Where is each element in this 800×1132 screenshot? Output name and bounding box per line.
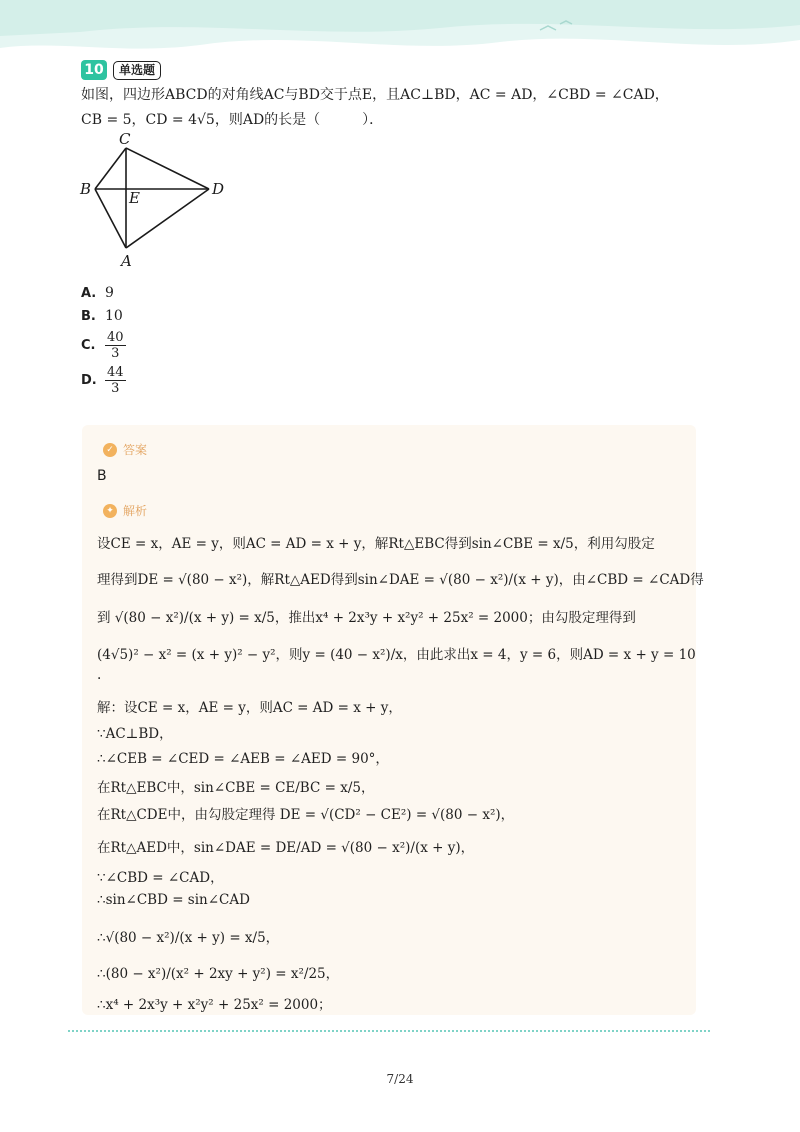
analysis-line: 解：设CE = x，AE = y，则AC = AD = x + y， xyxy=(97,700,402,716)
question-type-badge: 单选题 xyxy=(113,61,161,80)
edge-ab xyxy=(95,189,126,248)
label-a: A xyxy=(121,252,132,270)
denominator: 3 xyxy=(111,381,120,396)
edge-cd xyxy=(126,148,209,189)
page-number: 7/24 xyxy=(386,1072,414,1086)
quadrilateral-figure xyxy=(78,130,238,270)
analysis-line: ∴x⁴ + 2x³y + x²y² + 25x² = 2000； xyxy=(97,997,332,1013)
option-fraction xyxy=(105,365,126,396)
question-stem-line-1: 如图，四边形ABCD的对角线AC与BD交于点E，且AC⊥BD，AC = AD，∠CBD = ∠CAD， xyxy=(81,87,669,103)
option-text: 9 xyxy=(105,285,114,301)
analysis-tag xyxy=(103,502,147,519)
option-c[interactable] xyxy=(81,330,126,361)
analysis-line: (4√5)² − x² = (x + y)² − y²，则y = (40 − x²)/x，由此求出x = 4，y = 6，则AD = x + y = 10 xyxy=(97,647,696,663)
question-stem-line-2: CB = 5，CD = 4√5，则AD的长是（ ）． xyxy=(81,112,384,128)
option-letter: A. xyxy=(81,285,97,301)
option-text: 10 xyxy=(105,308,123,324)
analysis-line: 在Rt△CDE中，由勾股定理得 DE = √(CD² − CE²) = √(80 − x²)， xyxy=(97,807,515,823)
analysis-line: ∵AC⊥BD， xyxy=(97,726,173,742)
option-letter: C. xyxy=(81,338,96,353)
option-letter: B. xyxy=(81,308,96,324)
answer-value: B xyxy=(97,468,107,484)
analysis-line: 在Rt△EBC中，sin∠CBE = CE/BC = x/5， xyxy=(97,780,375,796)
label-d: D xyxy=(212,180,225,198)
denominator: 3 xyxy=(111,346,120,361)
option-fraction xyxy=(105,330,126,361)
analysis-line: ∴√(80 − x²)/(x + y) = x/5， xyxy=(97,930,280,946)
analysis-line: ∴(80 − x²)/(x² + 2xy + y²) = x²/25， xyxy=(97,966,340,982)
analysis-line: . xyxy=(97,667,102,683)
option-b[interactable] xyxy=(81,308,123,324)
analysis-line: 在Rt△AED中，sin∠DAE = DE/AD = √(80 − x²)/(x + y)， xyxy=(97,840,475,856)
analysis-line: ∵∠CBD = ∠CAD， xyxy=(97,870,224,886)
option-letter: D. xyxy=(81,373,97,388)
label-e: E xyxy=(129,189,140,207)
analysis-line: 理得到DE = √(80 − x²)，解Rt△AED得到sin∠DAE = √(80 − x²)/(x + y)，由∠CBD = ∠CAD得 xyxy=(97,572,704,588)
numerator: 44 xyxy=(107,365,124,380)
edge-bc xyxy=(95,148,126,189)
lightbulb-icon: ✦ xyxy=(103,504,117,518)
answer-tag xyxy=(103,441,147,458)
option-d[interactable] xyxy=(81,365,126,396)
numerator: 40 xyxy=(107,330,124,345)
option-a[interactable] xyxy=(81,285,114,301)
answer-label: 答案 xyxy=(123,443,148,457)
analysis-line: 到 √(80 − x²)/(x + y) = x/5，推出x⁴ + 2x³y + x²y² + 25x² = 2000；由勾股定理得到 xyxy=(97,610,636,626)
analysis-label: 解析 xyxy=(123,504,148,518)
question-number: 10 xyxy=(81,60,107,80)
label-c: C xyxy=(119,130,131,148)
label-b: B xyxy=(80,180,92,198)
analysis-line: 设CE = x，AE = y，则AC = AD = x + y，解Rt△EBC得到sin∠CBE = x/5，利用勾股定 xyxy=(97,536,655,552)
question-header xyxy=(81,60,161,80)
analysis-line: ∴sin∠CBD = sin∠CAD xyxy=(97,892,250,908)
check-icon: ✓ xyxy=(103,443,117,457)
analysis-line: ∴∠CEB = ∠CED = ∠AEB = ∠AED = 90°， xyxy=(97,751,389,767)
dotted-divider xyxy=(68,1030,710,1032)
